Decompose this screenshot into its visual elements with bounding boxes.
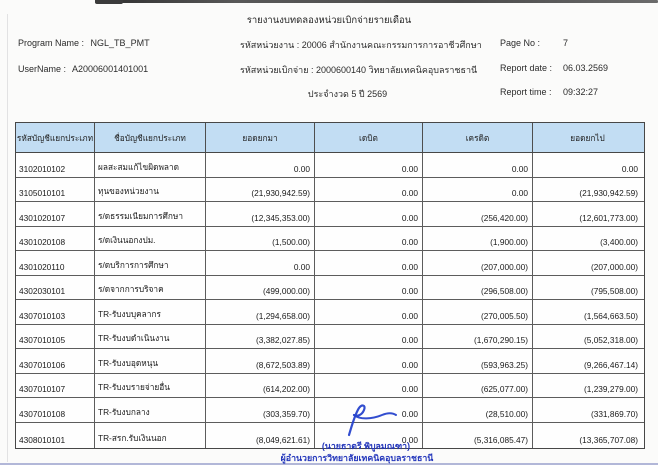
account-name-cell: ผลสะสมแก้ไขผิดพลาด	[95, 153, 206, 177]
credit-cell: (28,510.00)	[423, 398, 533, 422]
table-row	[16, 300, 644, 325]
balance-forward-cell: 0.00	[206, 153, 315, 177]
credit-cell: (256,420.00)	[423, 202, 533, 226]
account-code-cell: 4301020108	[16, 227, 95, 251]
username-value: A20006001401001	[72, 64, 149, 74]
credit-cell: (593,963.25)	[423, 349, 533, 373]
page-no-label: Page No :	[500, 38, 541, 48]
table-row	[16, 374, 644, 399]
account-code-cell: 4301020107	[16, 202, 95, 226]
credit-cell: (625,077.00)	[423, 374, 533, 398]
balance-carry-cell: (9,266,467.14)	[584, 359, 638, 370]
debit-cell: 0.00	[315, 251, 423, 275]
table-body	[16, 153, 644, 448]
account-name-cell: ทุนของหน่วยงาน	[95, 178, 206, 202]
credit-cell: (270,005.50)	[423, 300, 533, 324]
account-name-cell: TR-รับงบรายจ่ายอื่น	[95, 374, 206, 398]
table-header-row	[16, 123, 644, 153]
username-label: UserName :	[18, 64, 67, 74]
credit-cell: (1,900.00)	[423, 227, 533, 251]
balance-carry-cell: (13,365,707.08)	[579, 434, 638, 445]
account-name-cell: TR-รับงบดำเนินงาน	[95, 325, 206, 349]
account-code-cell: 4308010101	[16, 423, 95, 448]
header-balance-carry: ยอดยกไป	[570, 132, 605, 143]
table-row	[16, 227, 644, 252]
account-code-cell: 4307010105	[16, 325, 95, 349]
debit-cell: 0.00	[315, 423, 423, 448]
account-code-cell: 4301020110	[16, 251, 95, 275]
account-code-cell: 4307010108	[16, 398, 95, 422]
balance-forward-cell: (8,672,503.89)	[206, 349, 315, 373]
username-line	[18, 64, 148, 74]
debit-cell: 0.00	[315, 178, 423, 202]
balance-forward-cell: (303,359.70)	[206, 398, 315, 422]
account-name-cell: ร/ดบริการการศึกษา	[95, 251, 206, 275]
signer-title: ผู้อำนวยการวิทยาลัยเทคนิคอุบลราชธานี	[280, 453, 434, 463]
account-code-cell: 3105010101	[16, 178, 95, 202]
table-row	[16, 178, 644, 203]
debit-cell: 0.00	[315, 227, 423, 251]
account-code-cell: 4302030101	[16, 276, 95, 300]
balance-forward-cell: (614,202.00)	[206, 374, 315, 398]
balance-forward-cell: (1,500.00)	[206, 227, 315, 251]
balance-forward-cell: (12,345,353.00)	[206, 202, 315, 226]
header-balance-forward: ยอดยกมา	[206, 123, 315, 152]
debit-cell: 0.00	[315, 398, 423, 422]
credit-cell: (207,000.00)	[423, 251, 533, 275]
debit-cell: 0.00	[315, 349, 423, 373]
account-code-cell: 3102010102	[16, 153, 95, 177]
disbursement-unit-line: รหัสหน่วยเบิกจ่าย : 2000600140 วิทยาลัยเทคนิคอุบลราชธานี	[240, 65, 478, 75]
debit-cell: 0.00	[315, 300, 423, 324]
program-name-value: NGL_TB_PMT	[90, 38, 150, 48]
table-row	[16, 325, 644, 350]
table-row	[16, 202, 644, 227]
header-account-name: ชื่อบัญชีแยกประเภท	[95, 123, 206, 152]
program-name-line	[18, 38, 150, 48]
account-code-cell: 4307010106	[16, 349, 95, 373]
debit-cell: 0.00	[315, 276, 423, 300]
balance-carry-cell: (795,508.00)	[590, 286, 638, 297]
credit-cell: (296,508.00)	[423, 276, 533, 300]
balance-forward-cell: (3,382,027.85)	[206, 325, 315, 349]
scan-artifact-top-blob	[95, 0, 123, 4]
account-name-cell: ร/ดเงินนอกงปม.	[95, 227, 206, 251]
account-code-cell: 4307010107	[16, 374, 95, 398]
account-name-cell: TR-รับงบบุคลากร	[95, 300, 206, 324]
table-row	[16, 153, 644, 178]
period-line: ประจำงวด 5 ปี 2569	[307, 89, 388, 99]
header-credit: เครดิต	[423, 123, 533, 152]
agency-line: รหัสหน่วยงาน : 20006 สำนักงานคณะกรรมการการอาชีวศึกษา	[240, 40, 482, 50]
table-row	[16, 349, 644, 374]
report-date-label: Report date :	[500, 63, 553, 73]
trial-balance-table	[15, 122, 645, 449]
balance-forward-cell: 0.00	[206, 251, 315, 275]
balance-carry-cell: (331,869.70)	[590, 409, 638, 420]
credit-cell: 0.00	[423, 178, 533, 202]
header-debit: เดบิต	[315, 123, 423, 152]
account-name-cell: TR-รับงบอุดหนุน	[95, 349, 206, 373]
table-row	[16, 251, 644, 276]
balance-forward-cell: (21,930,942.59)	[206, 178, 315, 202]
balance-carry-cell: (1,564,663.50)	[584, 310, 638, 321]
balance-carry-cell: (3,400.00)	[600, 237, 638, 248]
balance-carry-cell: 0.00	[621, 163, 638, 174]
signature-ink-mark	[342, 402, 400, 438]
debit-cell: 0.00	[315, 374, 423, 398]
balance-carry-cell: (5,052,318.00)	[584, 335, 638, 346]
report-date-value: 06.03.2569	[563, 63, 609, 73]
balance-carry-cell: (21,930,942.59)	[579, 188, 638, 199]
balance-carry-cell: (1,239,279.00)	[584, 384, 638, 395]
header-account-code: รหัสบัญชีแยกประเภท	[16, 123, 95, 152]
account-name-cell: ร/ดจากการบริจาค	[95, 276, 206, 300]
balance-forward-cell: (1,294,658.00)	[206, 300, 315, 324]
table-row	[16, 398, 644, 423]
program-name-label: Program Name :	[18, 38, 85, 48]
account-code-cell: 4307010103	[16, 300, 95, 324]
scan-artifact-top-line	[95, 0, 658, 3]
account-name-cell: TR-รับงบกลาง	[95, 398, 206, 422]
credit-cell: (1,670,290.15)	[423, 325, 533, 349]
scan-artifact-left-edge	[7, 14, 8, 462]
report-title: รายงานงบทดลองหน่วยเบิกจ่ายรายเดือน	[246, 15, 412, 26]
signer-name: (นายธาตรี พิบูลมณฑา)	[321, 441, 411, 451]
debit-cell: 0.00	[315, 202, 423, 226]
account-name-cell: TR-สรก.รับเงินนอก	[95, 423, 206, 448]
credit-cell: 0.00	[423, 153, 533, 177]
credit-cell: (5,316,085.47)	[423, 423, 533, 448]
debit-cell: 0.00	[315, 325, 423, 349]
account-name-cell: ร/ดธรรมเนียมการศึกษา	[95, 202, 206, 226]
report-time-value: 09:32:27	[563, 87, 599, 97]
page-no-value: 7	[563, 38, 569, 48]
balance-carry-cell: (207,000.00)	[590, 261, 638, 272]
table-row	[16, 276, 644, 301]
balance-carry-cell: (12,601,773.00)	[579, 212, 638, 223]
report-time-label: Report time :	[500, 87, 552, 97]
balance-forward-cell: (8,049,621.61)	[206, 423, 315, 448]
balance-forward-cell: (499,000.00)	[206, 276, 315, 300]
debit-cell: 0.00	[315, 153, 423, 177]
